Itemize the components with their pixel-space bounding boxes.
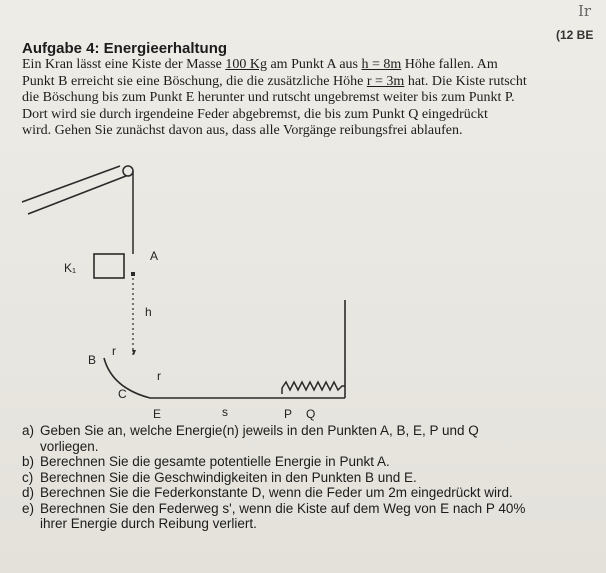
crane-arm [22,166,126,214]
crate-box [94,254,124,278]
point-a-marker [131,272,135,276]
question-item [22,423,606,454]
points-label: (12 BE [556,28,594,42]
question-text: Berechnen Sie die Federkonstante D, wenn die Feder um 2m eingedrückt wird. [40,485,513,500]
intro-line-4: Dort wird sie durch irgendeine Feder abgebremst, die bis zum Punkt Q eingedrückt [22,106,488,122]
question-item [22,454,606,470]
question-item [22,501,606,532]
physics-diagram [0,160,420,422]
intro-line-1 [22,57,602,74]
intro-line-3: die Böschung bis zum Punkt E herunter und rutscht ungebremst weiter bis zum Punkt P. [22,90,515,105]
ground-slope [104,358,150,398]
label-p: P [284,407,293,421]
question-label: d) [22,485,35,500]
mass-value: 100 Kg [225,57,267,72]
question-item [22,470,606,486]
label-q: Q [306,407,316,421]
question-text-cont: vorliegen. [40,438,99,454]
label-a: A [150,249,159,263]
intro-text: Höhe fallen. Am [401,57,498,72]
intro-line-2 [22,74,602,91]
question-text: Geben Sie an, welche Energie(n) jeweils in den Punkten A, B, E, P und Q [40,423,479,438]
label-c: C [118,387,127,401]
question-text: Berechnen Sie die Geschwindigkeiten in den Punkten B und E. [40,469,417,485]
intro-text: am Punkt A aus [266,57,362,72]
label-h: h [145,305,152,319]
task-intro [22,57,602,140]
label-b: B [88,353,97,367]
question-label: e) [22,500,35,516]
intro-line-5: wird. Gehen Sie zunächst davon aus, dass alle Vorgänge reibungsfrei ablaufen. [22,123,463,138]
question-text-cont: ihrer Energie durch Reibung verliert. [40,516,257,531]
extra-height-value: r = 3m [366,73,405,89]
intro-text: Punkt B erreicht sie eine Böschung, die die zusätzliche Höhe [22,73,367,89]
question-text: Berechnen Sie den Federweg s', wenn die Kiste auf dem Weg von E nach P 40% [40,500,526,516]
corner-mark: Ir [578,2,592,20]
label-r1: r [112,344,116,358]
question-item [22,485,606,501]
question-text: Berechnen Sie die gesamte potentielle Energie in Punkt A. [40,454,390,469]
label-r2: r [157,369,161,383]
question-list [22,423,606,532]
spring [282,382,345,390]
intro-text: hat. Die Kiste rutscht [404,73,527,89]
question-label: c) [22,469,34,485]
label-e: E [153,407,162,421]
label-k: K₁ [64,261,77,275]
crane-pulley [123,166,133,176]
label-s: s [222,405,228,419]
intro-text: Ein Kran lässt eine Kiste der Masse [22,57,226,72]
height-value: h = 8m [361,57,402,72]
task-title: Aufgabe 4: Energieerhaltung [22,40,228,57]
question-label: b) [22,454,35,469]
question-label: a) [22,423,35,438]
